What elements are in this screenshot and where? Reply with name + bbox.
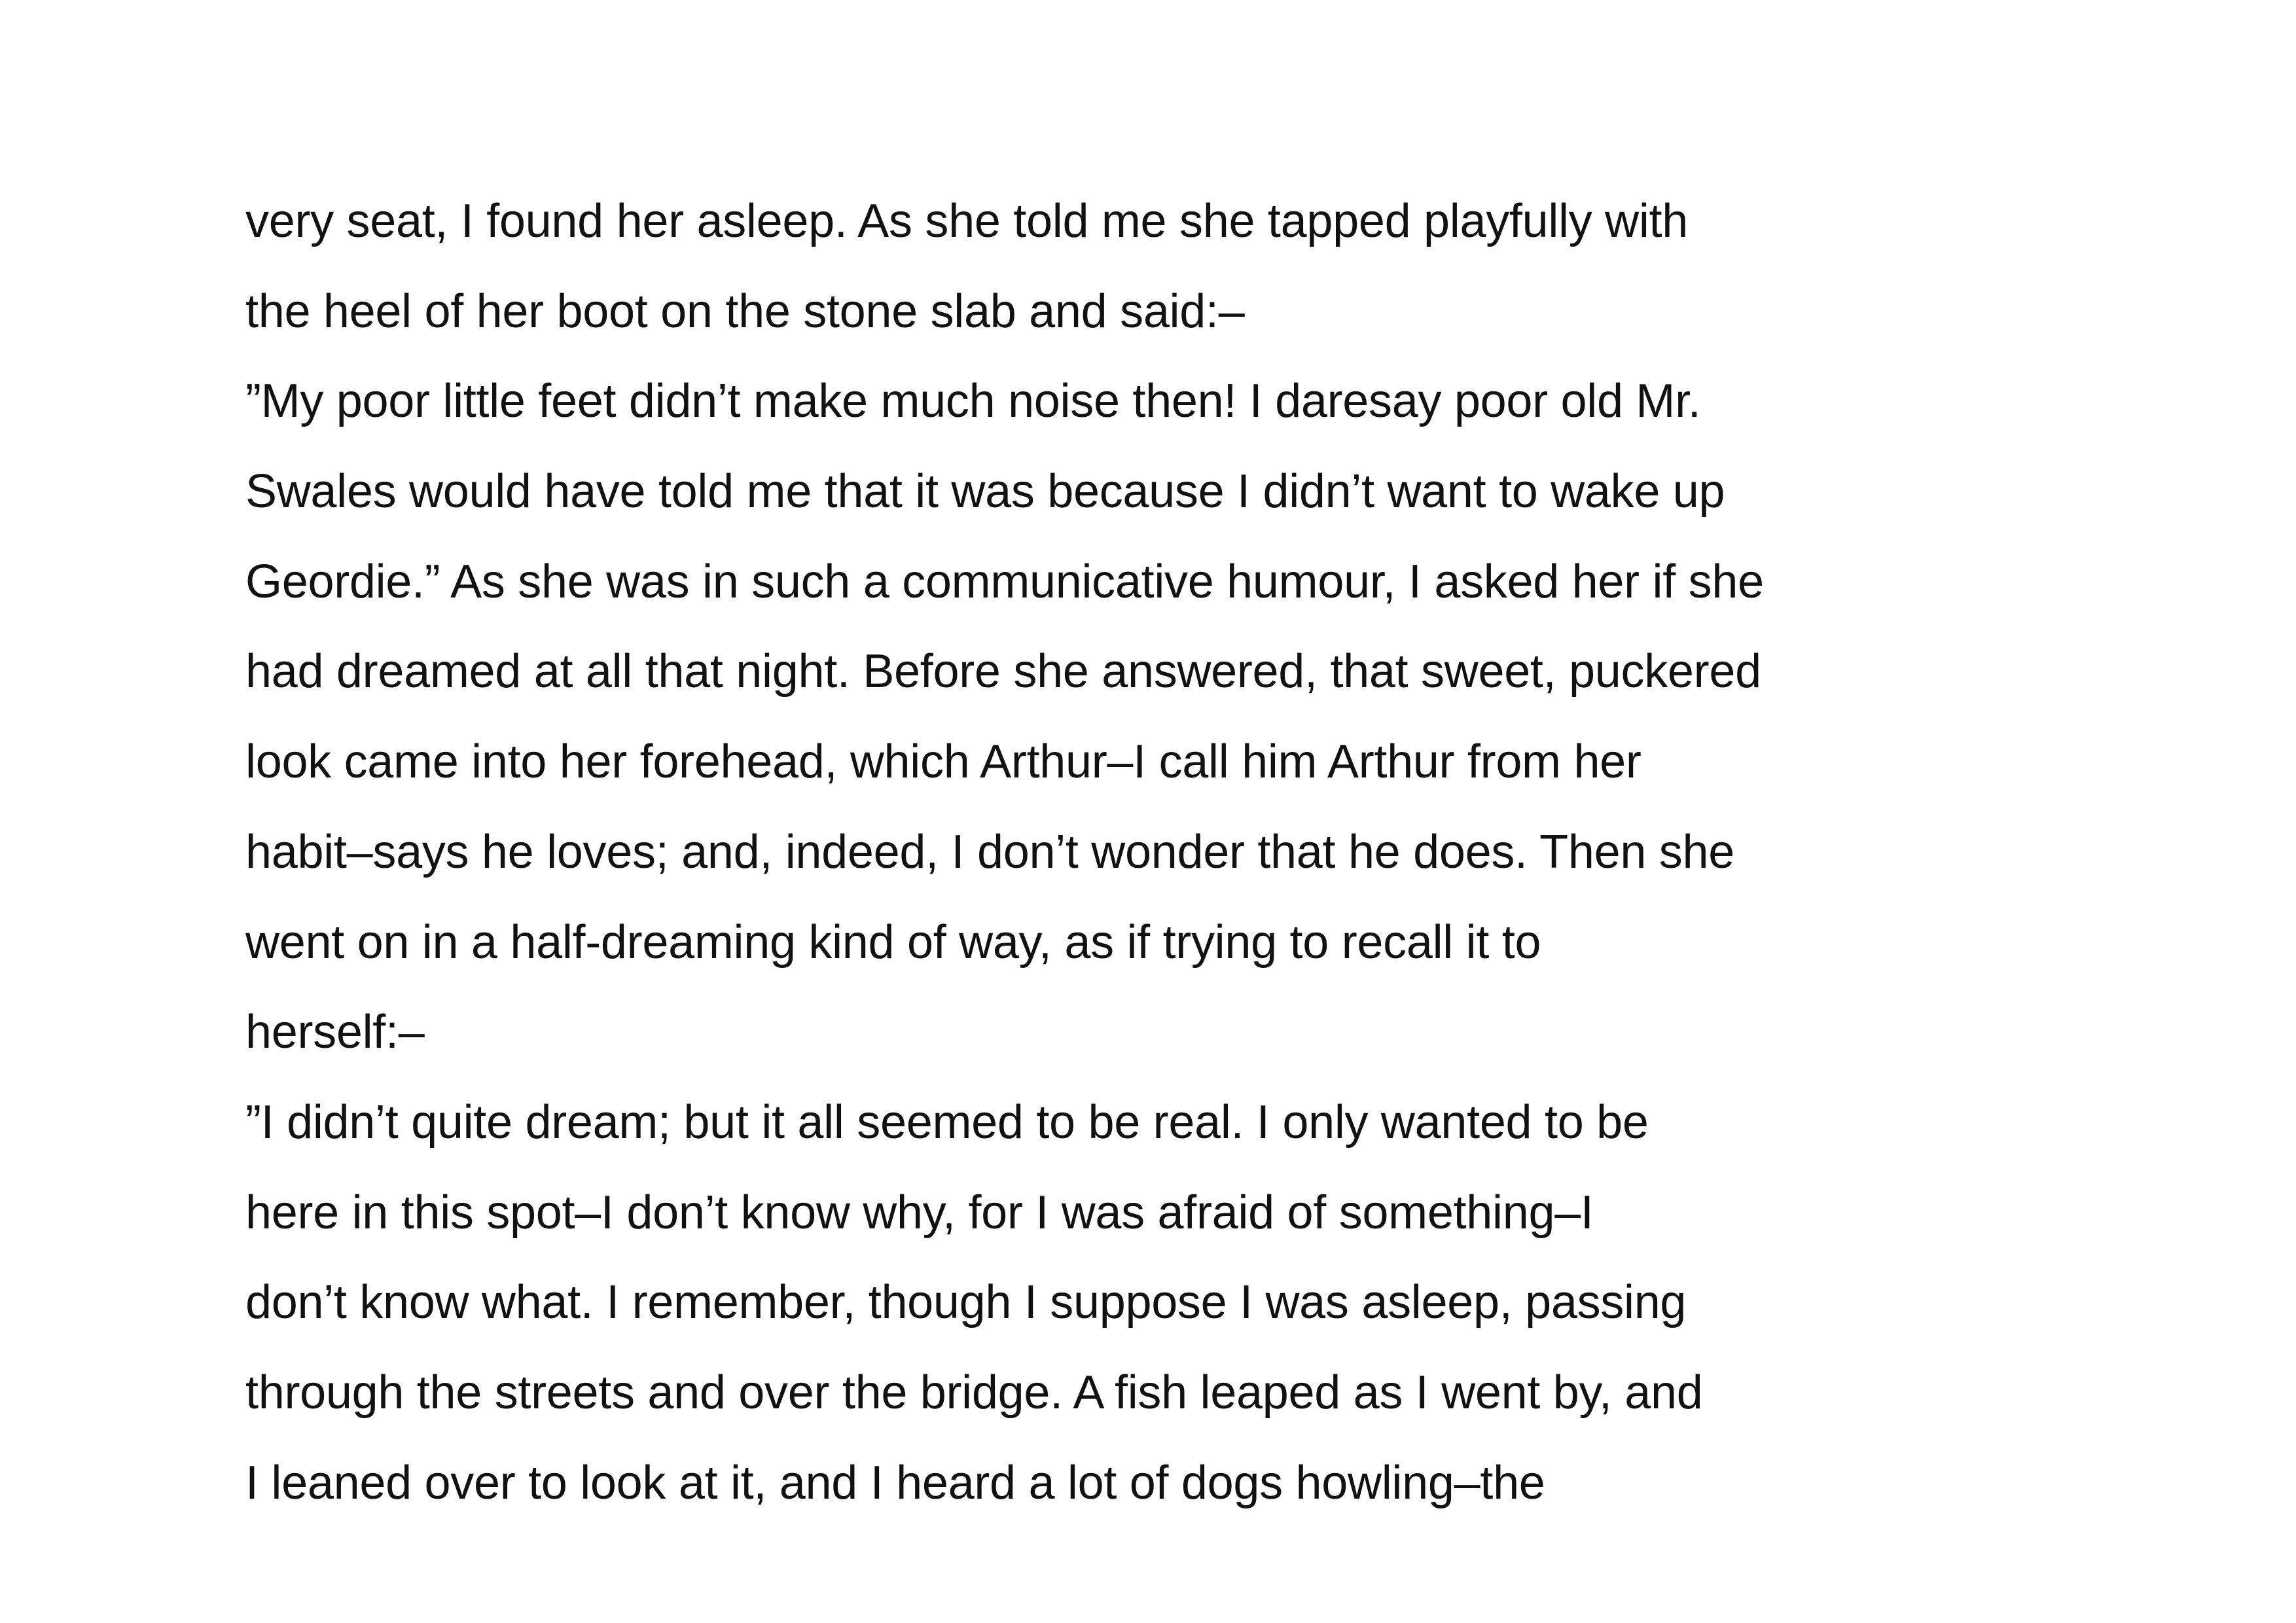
text-line-9: went on in a half-dreaming kind of way, as if trying to recall it to (245, 916, 1541, 969)
text-line-12: here in this spot–I don’t know why, for I was afraid of something–I (245, 1186, 1594, 1239)
body-text (245, 177, 2144, 1528)
text-line-2: the heel of her boot on the stone slab and said:– (245, 285, 1245, 338)
text-line-6: had dreamed at all that night. Before she answered, that sweet, puckered (245, 645, 1761, 698)
text-line-15: I leaned over to look at it, and I heard a lot of dogs howling–the (245, 1456, 1545, 1509)
text-line-3: ”My poor little feet didn’t make much noise then! I daresay poor old Mr. (245, 375, 1701, 428)
text-line-13: don’t know what. I remember, though I suppose I was asleep, passing (245, 1276, 1687, 1329)
text-line-1: very seat, I found her asleep. As she told me she tapped playfully with (245, 195, 1688, 247)
text-line-7: look came into her forehead, which Arthur–I call him Arthur from her (245, 736, 1641, 789)
text-line-4: Swales would have told me that it was because I didn’t want to wake up (245, 465, 1725, 518)
text-line-5: Geordie.” As she was in such a communicative humour, I asked her if she (245, 555, 1764, 608)
text-line-10: herself:– (245, 1006, 425, 1059)
text-line-14: through the streets and over the bridge. A fish leaped as I went by, and (245, 1366, 1703, 1419)
text-line-8: habit–says he loves; and, indeed, I don’t wonder that he does. Then she (245, 825, 1734, 878)
text-line-11: ”I didn’t quite dream; but it all seemed to be real. I only wanted to be (245, 1096, 1649, 1149)
